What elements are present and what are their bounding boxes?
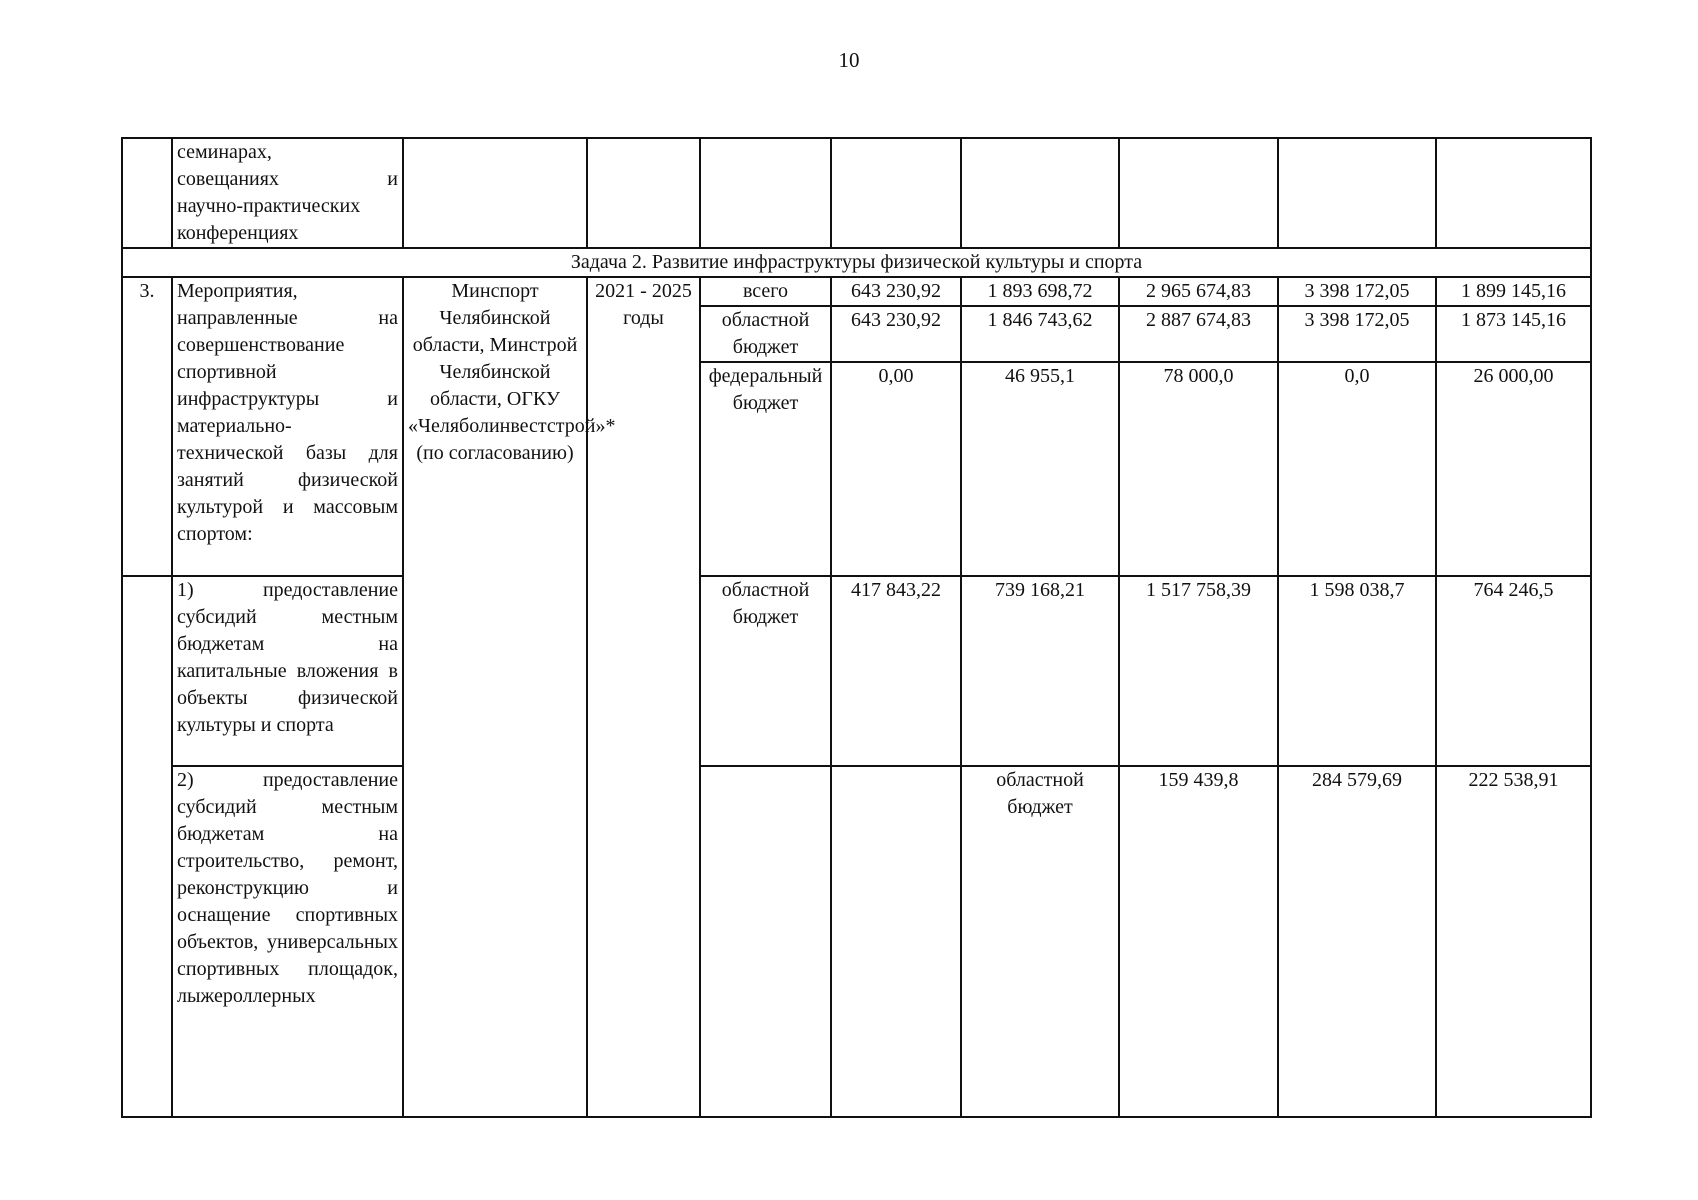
task-heading: Задача 2. Развитие инфраструктуры физической культуры и спорта bbox=[122, 248, 1591, 277]
continued-title-cell bbox=[172, 138, 403, 248]
subitem-title: 1) предоставление субсидий местным бюджетам на капитальные вложения в объекты физической культуры и спорта bbox=[172, 576, 403, 766]
value-cell: 1 846 743,62 bbox=[961, 306, 1119, 362]
continued-line: совещаниях и bbox=[177, 168, 398, 190]
continued-line: конференциях bbox=[177, 222, 299, 244]
value-cell: 284 579,69 bbox=[1278, 766, 1436, 1117]
item-title: Мероприятия, направленные на совершенствование спортивной инфраструктуры и материально-технической базы для занятий физической культурой и массовым спортом: bbox=[172, 277, 403, 576]
value-cell: 78 000,0 bbox=[1119, 362, 1278, 576]
table-row bbox=[122, 576, 1591, 766]
source-cell: федеральный бюджет bbox=[700, 362, 831, 576]
value-cell: 3 398 172,05 bbox=[1278, 277, 1436, 306]
item-number: 3. bbox=[122, 277, 172, 576]
empty-cell bbox=[831, 766, 961, 1117]
item-period: 2021 - 2025 годы bbox=[587, 277, 700, 1117]
empty-cell bbox=[587, 138, 700, 248]
continued-row bbox=[122, 138, 1591, 248]
source-cell: областной бюджет bbox=[961, 766, 1119, 1117]
page-number: 10 bbox=[838, 48, 860, 72]
value-cell: 1 598 038,7 bbox=[1278, 576, 1436, 766]
empty-cell bbox=[403, 138, 587, 248]
continued-line: научно-практических bbox=[177, 195, 361, 217]
source-cell: всего bbox=[700, 277, 831, 306]
table-row bbox=[122, 766, 1591, 1117]
empty-cell bbox=[961, 138, 1119, 248]
subitem-title: 2) предоставление субсидий местным бюджетам на строительство, ремонт, реконструкцию и оснащение спортивных объектов, универсальных спортивных площадок, лыжероллерных bbox=[172, 766, 403, 1117]
value-cell: 222 538,91 bbox=[1436, 766, 1591, 1117]
value-cell: 643 230,92 bbox=[831, 277, 961, 306]
value-cell: 3 398 172,05 bbox=[1278, 306, 1436, 362]
value-cell: 2 887 674,83 bbox=[1119, 306, 1278, 362]
task-heading-row bbox=[122, 248, 1591, 277]
value-cell: 1 899 145,16 bbox=[1436, 277, 1591, 306]
table-row bbox=[122, 277, 1591, 306]
empty-cell bbox=[1119, 138, 1278, 248]
empty-cell bbox=[122, 576, 172, 1117]
budget-table bbox=[121, 137, 1592, 1118]
empty-cell bbox=[1278, 138, 1436, 248]
empty-cell bbox=[831, 138, 961, 248]
value-cell: 0,0 bbox=[1278, 362, 1436, 576]
value-cell: 1 517 758,39 bbox=[1119, 576, 1278, 766]
item-executors: Минспорт Челябинской области, Минстрой Челябинской области, ОГКУ «Челяболинвестстрой»* (по согласованию) bbox=[403, 277, 587, 1117]
value-cell: 1 893 698,72 bbox=[961, 277, 1119, 306]
empty-cell bbox=[700, 766, 831, 1117]
empty-cell bbox=[700, 138, 831, 248]
value-cell: 26 000,00 bbox=[1436, 362, 1591, 576]
continued-number-cell bbox=[122, 138, 172, 248]
source-cell: областной бюджет bbox=[700, 576, 831, 766]
value-cell: 159 439,8 bbox=[1119, 766, 1278, 1117]
value-cell: 2 965 674,83 bbox=[1119, 277, 1278, 306]
value-cell: 1 873 145,16 bbox=[1436, 306, 1591, 362]
value-cell: 0,00 bbox=[831, 362, 961, 576]
continued-line: семинарах, bbox=[177, 141, 272, 163]
value-cell: 643 230,92 bbox=[831, 306, 961, 362]
value-cell: 739 168,21 bbox=[961, 576, 1119, 766]
value-cell: 417 843,22 bbox=[831, 576, 961, 766]
value-cell: 764 246,5 bbox=[1436, 576, 1591, 766]
source-cell: областной бюджет bbox=[700, 306, 831, 362]
value-cell: 46 955,1 bbox=[961, 362, 1119, 576]
empty-cell bbox=[1436, 138, 1591, 248]
